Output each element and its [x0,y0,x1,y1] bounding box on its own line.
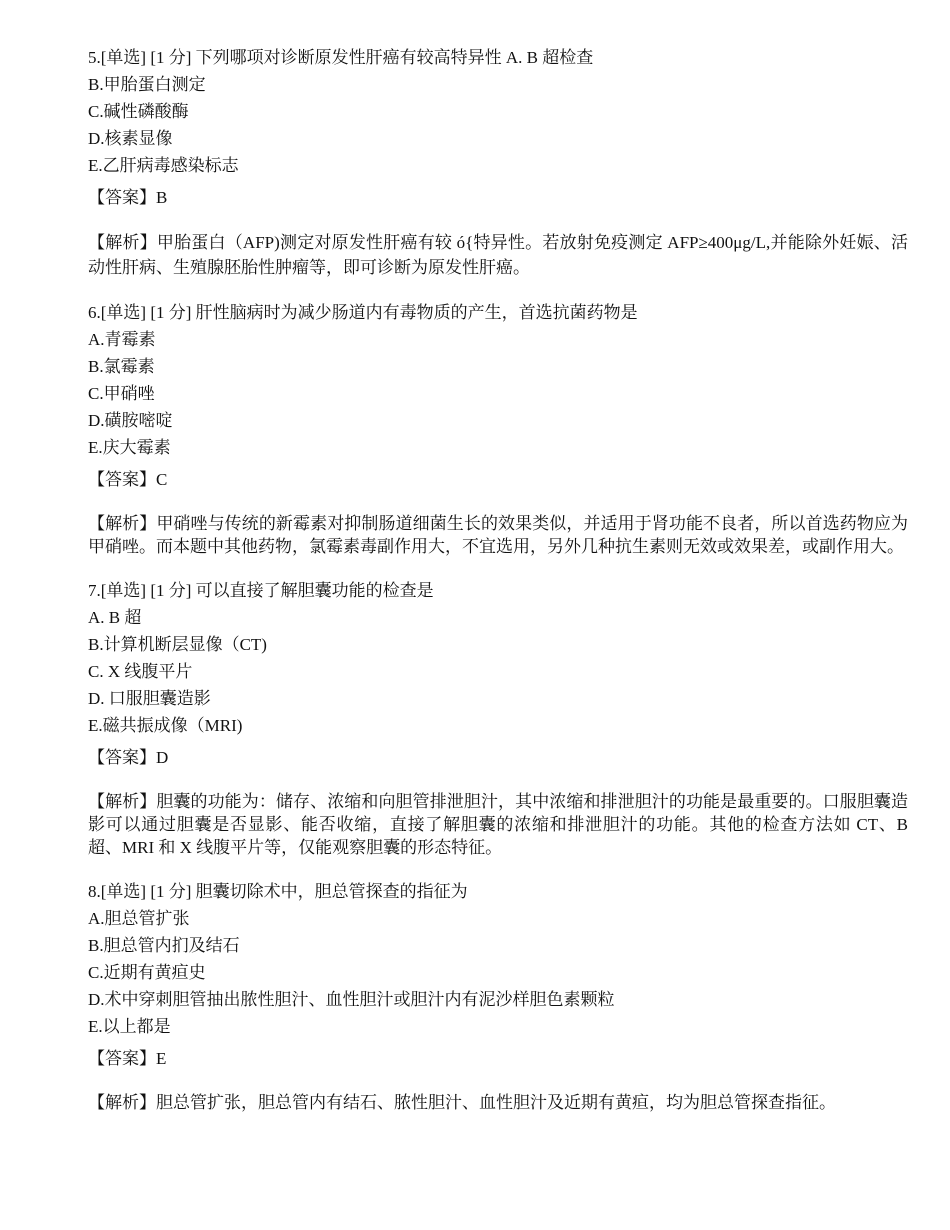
answer: 【答案】C [88,470,168,489]
analysis: 【解析】胆囊的功能为：储存、浓缩和向胆管排泄胆汁，其中浓缩和排泄胆汁的功能是最重要的。口服胆囊造影可以通过胆囊是否显影、能否收缩，直接了解胆囊的浓缩和排泄胆汁的功能。其他的检查方法如 CT、B 超、MRI 和 X 线腹平片等，仅能观察胆囊的形态特征。 [88,792,908,857]
analysis: 【解析】胆总管扩张，胆总管内有结石、脓性胆汁、血性胆汁及近期有黄疸，均为胆总管探查指征。 [88,1093,836,1112]
option-d: D.磺胺嘧啶 [88,411,173,430]
answer: 【答案】B [88,188,168,207]
analysis: 【解析】甲胎蛋白（AFP)测定对原发性肝癌有较 ó{特异性。若放射免疫测定 AFP≥400μg/L,并能除外妊娠、活动性肝病、生殖腺胚胎性肿瘤等，即可诊断为原发性肝癌。 [88,233,908,277]
question-title: 7.[单选] [1 分] 可以直接了解胆囊功能的检查是 [88,581,434,600]
option-c: C.近期有黄疸史 [88,963,206,982]
option-e: E.乙肝病毒感染标志 [88,156,239,175]
answer: 【答案】E [88,1049,167,1068]
analysis: 【解析】甲硝唑与传统的新霉素对抑制肠道细菌生长的效果类似，并适用于肾功能不良者，所以首选药物应为甲硝唑。而本题中其他药物，氯霉素毒副作用大，不宜选用，另外几种抗生素则无效或效果差，或副作用大。 [88,514,908,556]
option-d: D. 口服胆囊造影 [88,689,211,708]
question-title: 6.[单选] [1 分] 肝性脑病时为减少肠道内有毒物质的产生，首选抗菌药物是 [88,303,638,322]
option-b: B.甲胎蛋白测定 [88,75,206,94]
question-5 [88,44,908,280]
question-7 [88,577,908,859]
question-title: 5.[单选] [1 分] 下列哪项对诊断原发性肝癌有较高特异性 A. B 超检查 [88,48,594,67]
option-b: B.氯霉素 [88,357,155,376]
option-e: E.以上都是 [88,1017,171,1036]
document-page [88,44,908,1133]
option-a: A.胆总管扩张 [88,909,190,928]
option-d: D.核素显像 [88,129,173,148]
option-c: C.甲硝唑 [88,384,155,403]
option-b: B.计算机断层显像（CT) [88,635,267,654]
question-title: 8.[单选] [1 分] 胆囊切除术中，胆总管探查的指征为 [88,882,468,901]
option-c: C. X 线腹平片 [88,662,193,681]
option-b: B.胆总管内扪及结石 [88,936,240,955]
question-6 [88,299,908,558]
answer: 【答案】D [88,748,169,767]
option-e: E.庆大霉素 [88,438,171,457]
option-c: C.碱性磷酸酶 [88,102,189,121]
option-d: D.术中穿刺胆管抽出脓性胆汁、血性胆汁或胆汁内有泥沙样胆色素颗粒 [88,990,615,1009]
option-a: A.青霉素 [88,330,156,349]
option-a: A. B 超 [88,608,142,627]
question-8 [88,878,908,1114]
option-e: E.磁共振成像（MRI) [88,716,243,735]
